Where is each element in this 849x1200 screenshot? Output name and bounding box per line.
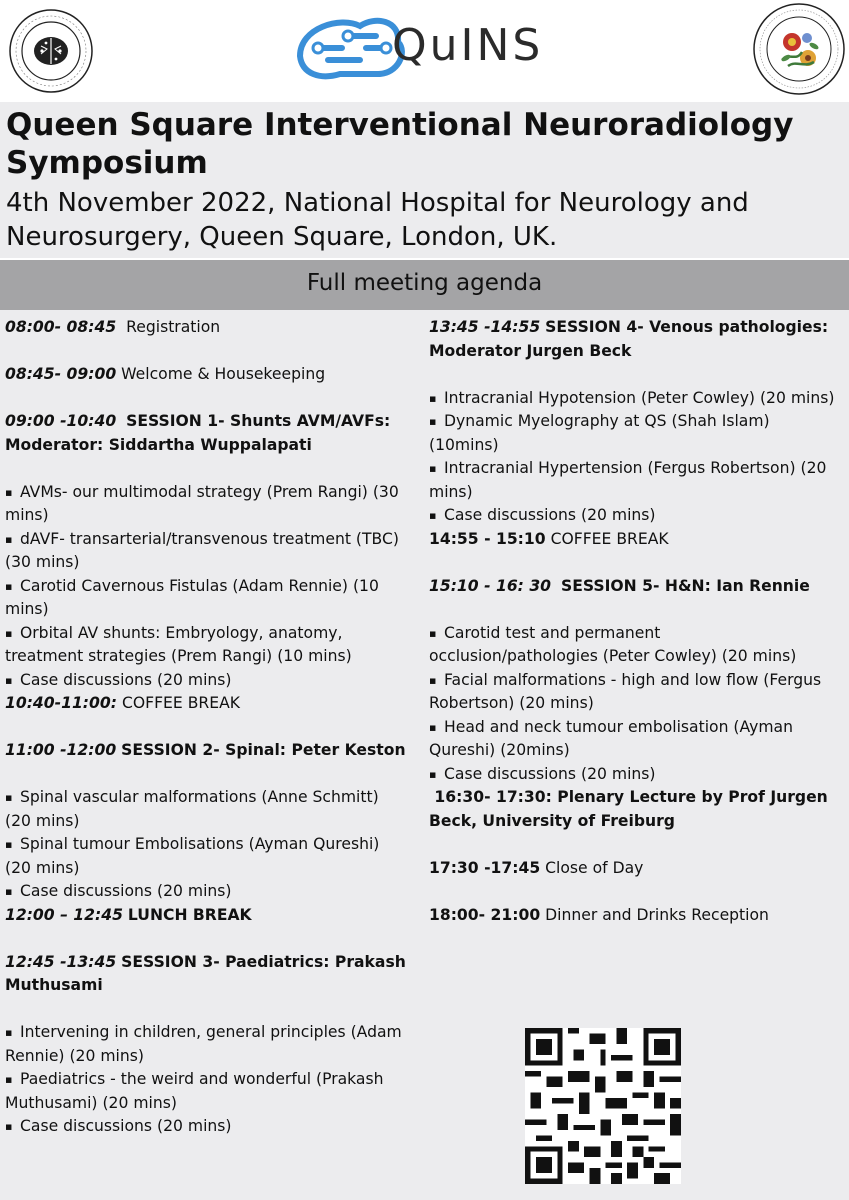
bullet-icon: ▪ — [429, 415, 437, 428]
agenda-heading: Full meeting agenda — [306, 270, 543, 296]
session-3-items — [5, 1021, 415, 1139]
brand-name: QuINS — [392, 20, 544, 71]
session-4-items — [429, 387, 844, 528]
list-item: ▪ Head and neck tumour embolisation (Ayman — [429, 716, 844, 740]
list-item: ▪ Spinal vascular malformations (Anne Schmitt) — [5, 786, 415, 810]
agenda-text: COFFEE BREAK — [550, 529, 669, 548]
time: 09:00 -10:40 — [5, 412, 117, 430]
session-title: SESSION 3- Paediatrics: Prakash — [121, 952, 406, 971]
agenda-text: Dinner and Drinks Reception — [545, 905, 769, 924]
subtitle-line-1: 4th November 2022, National Hospital for Neurology and — [6, 188, 749, 218]
time: 18:00- 21:00 — [429, 905, 541, 924]
list-item: ▪ Case discussions (20 mins) — [5, 669, 415, 693]
session-4-heading — [429, 316, 844, 340]
session-1-items — [5, 481, 415, 693]
bullet-icon: ▪ — [5, 485, 13, 499]
list-item-cont: mins) — [429, 482, 473, 501]
time: 17:30 -17:45 — [429, 858, 541, 877]
page-subtitle — [6, 186, 846, 254]
session-2-items — [5, 786, 415, 904]
time: 08:45- 09:00 — [5, 365, 117, 383]
agenda-item-coffee-break — [429, 528, 844, 552]
session-3-heading — [5, 951, 415, 975]
list-item: ▪ Intracranial Hypertension (Fergus Robertson) (20 — [429, 457, 844, 481]
list-item: ▪ Orbital AV shunts: Embryology, anatomy, — [5, 622, 415, 646]
page-title — [6, 106, 846, 182]
list-item: ▪ dAVF- transarterial/transvenous treatment (TBC) — [5, 528, 415, 552]
bullet-icon: ▪ — [429, 720, 437, 734]
list-item: ▪ Dynamic Myelography at QS (Shah Islam) — [429, 410, 844, 434]
agenda-heading-bar — [0, 260, 849, 310]
list-item-cont: (20 mins) — [5, 858, 80, 877]
session-title: SESSION 1- Shunts AVM/AVFs: — [126, 412, 391, 430]
bullet-icon: ▪ — [429, 509, 437, 522]
agenda-item-coffee-break — [5, 692, 415, 716]
list-item: ▪ Intervening in children, general principles (Adam — [5, 1021, 415, 1045]
time: 08:00- 08:45 — [5, 318, 117, 336]
bullet-icon: ▪ — [5, 1120, 13, 1133]
national-hospital-neurology-logo — [752, 2, 846, 96]
subtitle-line-2: Neurosurgery, Queen Square, London, UK. — [6, 222, 558, 252]
agenda-item-lunch — [5, 904, 415, 928]
bullet-icon: ▪ — [5, 838, 13, 851]
bullet-icon: ▪ — [5, 1026, 13, 1039]
session-moderator: Moderator Jurgen Beck — [429, 341, 632, 360]
list-item: ▪ Carotid test and permanent — [429, 622, 844, 646]
list-item-cont: Muthusami) (20 mins) — [5, 1093, 177, 1112]
agenda-item-registration — [5, 316, 415, 340]
session-1-heading — [5, 410, 415, 434]
list-item: ▪ Intracranial Hypotension (Peter Cowley) (20 mins) — [429, 387, 844, 411]
bullet-icon: ▪ — [5, 885, 13, 898]
time: 12:00 – 12:45 — [5, 905, 123, 924]
agenda-text: LUNCH BREAK — [127, 905, 252, 924]
list-item: ▪ Spinal tumour Embolisations (Ayman Qureshi) — [5, 833, 415, 857]
agenda-text: Registration — [126, 318, 221, 336]
list-item-cont: (10mins) — [429, 435, 499, 454]
time: 14:55 - 15:10 — [429, 529, 546, 548]
session-title: SESSION 4- Venous pathologies: — [545, 318, 829, 336]
bullet-icon: ▪ — [5, 673, 13, 687]
list-item: ▪ Carotid Cavernous Fistulas (Adam Rennie) (10 — [5, 575, 415, 599]
agenda-text: Close of Day — [545, 858, 644, 877]
list-item: ▪ Case discussions (20 mins) — [429, 763, 844, 787]
time: 13:45 -14:55 — [429, 318, 541, 336]
agenda-text: COFFEE BREAK — [121, 694, 240, 712]
agenda-item-welcome — [5, 363, 415, 387]
agenda-item-dinner — [429, 904, 844, 928]
agenda-left-column — [5, 316, 415, 1139]
bullet-icon: ▪ — [5, 791, 13, 804]
list-item: ▪ Case discussions (20 mins) — [429, 504, 844, 528]
list-item-cont: mins) — [5, 506, 49, 524]
bullet-icon: ▪ — [5, 532, 13, 546]
list-item-cont: (20 mins) — [5, 811, 80, 830]
title-line-2: Symposium — [6, 145, 208, 181]
session-title: SESSION 2- Spinal: Peter Keston — [121, 741, 406, 759]
bullet-icon: ▪ — [5, 1073, 13, 1086]
bullet-icon: ▪ — [429, 391, 437, 405]
session-moderator: Moderator: Siddartha Wuppalapati — [5, 435, 312, 454]
list-item-cont: treatment strategies (Prem Rangi) (10 mins) — [5, 647, 352, 665]
queen-square-simulation-centre-logo — [8, 8, 94, 94]
list-item-cont: (30 mins) — [5, 553, 80, 571]
qr-code-icon[interactable] — [525, 1028, 681, 1184]
time: 10:40-11:00: — [5, 694, 117, 712]
plenary-lecture: 16:30- 17:30: Plenary Lecture by Prof Jurgen — [429, 788, 828, 806]
list-item-cont: occlusion/pathologies (Peter Cowley) (20 mins) — [429, 647, 797, 665]
list-item-cont: Rennie) (20 mins) — [5, 1046, 144, 1065]
time: 15:10 - 16: 30 — [429, 576, 552, 595]
session-title: SESSION 5- H&N: Ian Rennie — [560, 576, 810, 595]
bullet-icon: ▪ — [429, 462, 437, 475]
agenda-text: Welcome & Housekeeping — [121, 365, 326, 383]
list-item: ▪ AVMs- our multimodal strategy (Prem Rangi) (30 — [5, 481, 415, 505]
title-line-1: Queen Square Interventional Neuroradiology — [6, 107, 794, 143]
bullet-icon: ▪ — [429, 767, 437, 781]
session-2-heading — [5, 739, 415, 763]
session-moderator: Muthusami — [5, 976, 103, 994]
list-item: ▪ Facial malformations - high and low flow (Fergus — [429, 669, 844, 693]
list-item-cont: Robertson) (20 mins) — [429, 694, 594, 712]
list-item: ▪ Case discussions (20 mins) — [5, 1115, 415, 1139]
plenary-lecture-cont: Beck, University of Freiburg — [429, 811, 675, 830]
time: 11:00 -12:00 — [5, 741, 117, 759]
bullet-icon: ▪ — [5, 626, 13, 640]
agenda-item-close — [429, 857, 844, 881]
time: 12:45 -13:45 — [5, 952, 117, 971]
session-5-heading — [429, 575, 844, 599]
agenda-right-column — [429, 316, 844, 951]
bullet-icon: ▪ — [429, 626, 437, 640]
list-item: ▪ Paediatrics - the weird and wonderful (Prakash — [5, 1068, 415, 1092]
bullet-icon: ▪ — [429, 673, 437, 687]
header — [0, 0, 849, 102]
list-item-cont: mins) — [5, 600, 49, 618]
bullet-icon: ▪ — [5, 579, 13, 593]
list-item: ▪ Case discussions (20 mins) — [5, 880, 415, 904]
session-5-items — [429, 622, 844, 787]
list-item-cont: Qureshi) (20mins) — [429, 741, 570, 759]
